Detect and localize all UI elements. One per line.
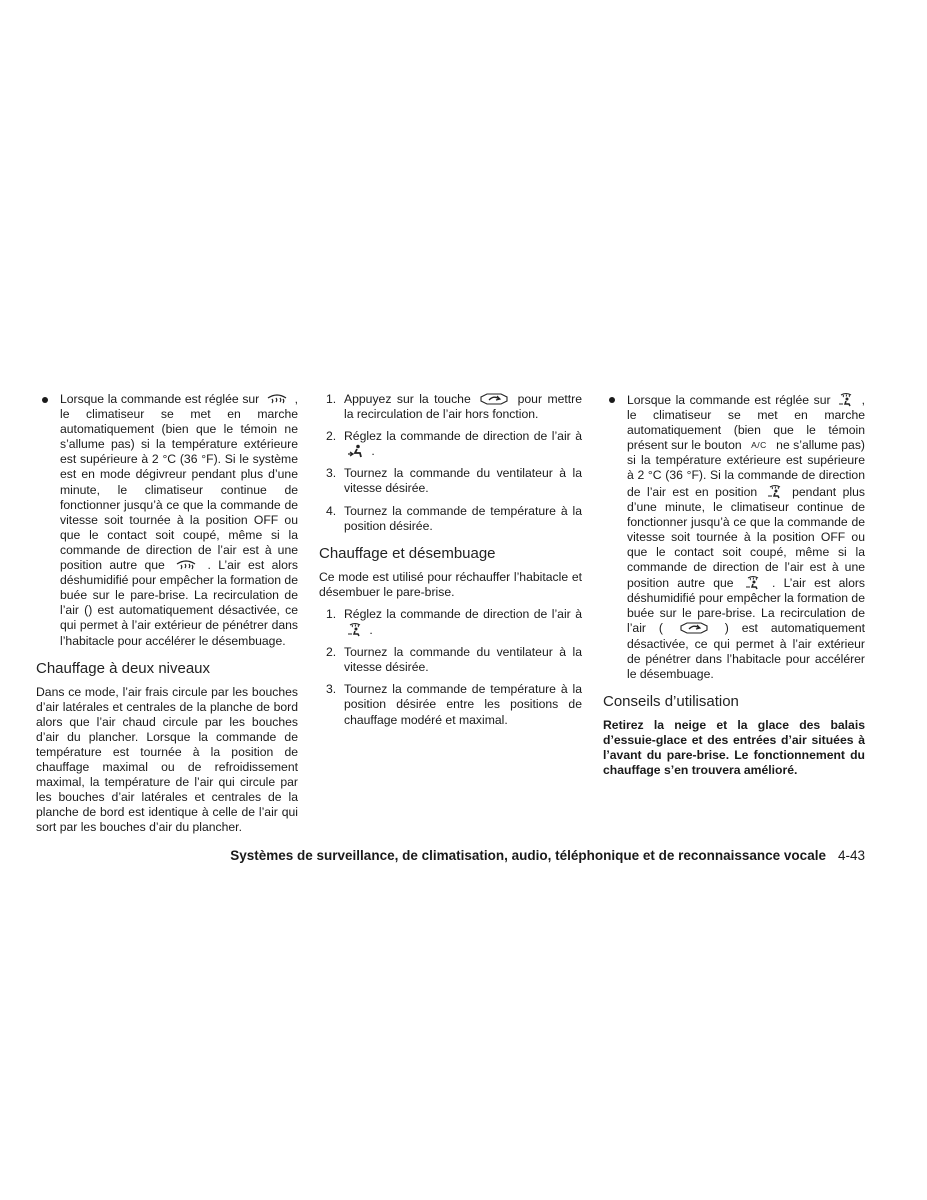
floor-defrost-icon [745,575,761,590]
floor-defrost-icon [347,622,363,637]
defrost-icon [175,558,197,572]
chapter-title: Systèmes de surveillance, de climatisation, audio, téléphonique et de reconnaissance vocale [230,848,826,863]
step-2 [319,645,582,675]
step-number: 3. [326,682,337,697]
step-3 [319,682,582,727]
text: Tournez la commande du ventilateur à la vitesse désirée. [344,466,582,496]
text: Tournez la commande de température à la position désirée. [344,503,582,533]
heading-heat-defrost: Chauffage et désembuage [319,544,496,562]
text: pour mettre la recirculation de l’air hors fonction. [344,392,582,422]
heading-usage-tips: Conseils d’utilisation [603,692,739,710]
defrost-icon [266,392,288,406]
bullet-dot [42,397,48,403]
bullet-defrost-mode [36,392,298,649]
step-number: 4. [326,503,337,518]
text: Appuyez sur la touche [344,392,471,406]
text: ) est automatiquement désactivée, ce qui permet à l’air extérieur de pénétrer dans l’habitacle pour accélérer le désembuage. [627,621,866,681]
step-number: 3. [326,466,337,481]
step-4 [319,504,582,534]
recirculation-icon [479,392,509,406]
page-footer [0,848,865,864]
floor-defrost-icon [767,484,783,499]
column-left [36,392,298,843]
text: Réglez la commande de direction de l’air à [344,429,582,444]
column-right [603,392,865,785]
text: . [369,623,373,638]
recirculation-icon [679,621,709,635]
text: Lorsque la commande est réglée sur [60,392,260,406]
text: , le climatiseur se met en marche automatiquement (bien que le témoin présent sur le bouton [627,393,865,453]
text: ne s’allume pas) si la température extérieure est supérieure à 2 °C (36 °F). Si la commande de direction de l’air est en position [627,438,865,499]
floor-defrost-icon [838,392,854,407]
step-3 [319,466,582,496]
bullet-dot [609,397,615,403]
step-1 [319,607,582,638]
text: Tournez la commande du ventilateur à la vitesse désirée. [344,645,582,675]
text: . L’air est alors déshumidifié pour empêcher la formation de buée sur le pare-brise. La recirculation de l’air ( [627,576,866,636]
text: , le climatiseur se met en marche automatiquement (bien que le témoin ne s’allume pas) si la température extérieure est supérieure à 2 °C (36 °F). Si le système est en mode dégivreur pendant plus d’une minute, le climatiseur continue de fonctionner jusqu’à ce que la commande de vitesse soit tournée à la position OFF ou que le contact soit coupé, même si la commande de direction de l’air est à une position autre que [60,392,298,573]
ac-button-label: A/C [751,440,767,451]
step-1 [319,392,582,422]
step-2 [319,429,582,459]
text: Réglez la commande de direction de l’air à [344,606,582,621]
text: Lorsque la commande est réglée sur [627,393,831,407]
paragraph-heat-defrost: Ce mode est utilisé pour réchauffer l’habitacle et désembuer le pare-brise. [319,569,582,599]
paragraph-usage-tips: Retirez la neige et la glace des balais d’essuie-glace et des entrées d’air situées à l’avant du pare-brise. Le fonctionnement du chauffage s’en trouvera amélioré. [603,717,865,778]
bullet-floor-defrost-mode [603,392,865,682]
column-middle [319,392,582,735]
heading-two-level-heating: Chauffage à deux niveaux [36,659,211,677]
step-number: 1. [326,606,337,621]
text: pendant plus d’une minute, le climatiseur continue de fonctionner jusqu’à ce que la commande de vitesse soit tournée à la position OFF ou que le contact soit coupé, même si la commande de direction de l’air est à une position autre que [627,484,865,591]
text: . L’air est alors déshumidifié pour empêcher la formation de buée sur le pare-brise. La recirculation de l’air () est automatiquement désactivée, ce qui permet à l’air extérieur de pénétrer dans l’habitacle pour accélérer le désembuage. [60,558,299,648]
step-number: 1. [326,392,337,406]
page-number: 4-43 [837,848,865,863]
text: . [371,444,375,459]
text: Tournez la commande de température à la position désirée entre les positions de chauffage modéré et maximal. [344,682,582,727]
paragraph-two-level-heating: Dans ce mode, l’air frais circule par les bouches d’air latérales et centrales de la planche de bord alors que l’air chaud circule par les bouches d’air du plancher. Lorsque la commande de température est tournée à la position de chauffage maximal ou de refroidissement maximal, la température de l’air qui circule par les bouches d’air latérales et centrales de la planche de bord est identique à celle de l’air qui sort par les bouches d’air du plancher. [36,684,298,835]
step-number: 2. [326,429,337,444]
floor-vent-icon [347,444,365,458]
step-number: 2. [326,645,337,660]
